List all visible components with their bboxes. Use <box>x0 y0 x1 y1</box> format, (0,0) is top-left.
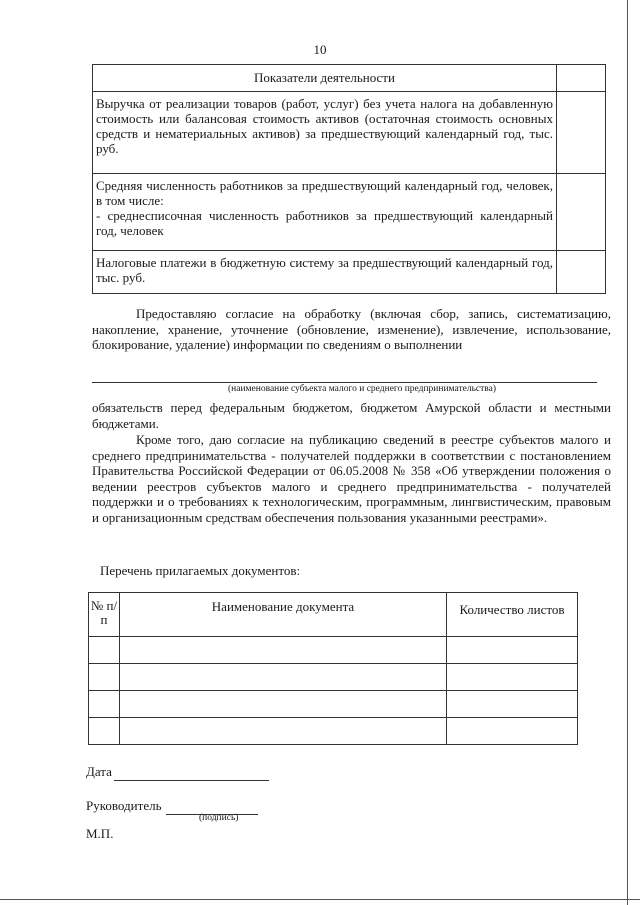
indicator-revenue-value[interactable] <box>557 92 606 174</box>
date-row <box>86 764 386 781</box>
date-label: Дата <box>86 764 112 779</box>
indicator-employees-sub-label: - среднесписочная численность работников за предшествующий календарный год, человек <box>96 208 553 238</box>
documents-header-count: Количество листов <box>447 593 578 637</box>
documents-row <box>89 637 578 664</box>
indicator-taxes-label: Налоговые платежи в бюджетную систему за предшествующий календарный год, тыс. руб. <box>93 251 557 294</box>
indicator-revenue-label: Выручка от реализации товаров (работ, услуг) без учета налога на добавленную стоимость или балансовая стоимость активов (остаточная стоимость основных средств и нематериальных активов) за предшествующий календарный год, тыс. руб. <box>93 92 557 174</box>
indicators-header-value-cell <box>557 65 606 92</box>
documents-list-title: Перечень прилагаемых документов: <box>100 563 301 578</box>
page-number: 10 <box>313 42 327 57</box>
indicators-header: Показатели деятельности <box>93 65 557 92</box>
documents-header-number: № п/п <box>89 593 120 637</box>
documents-row-number[interactable] <box>89 637 120 664</box>
subject-name-caption: (наименование субъекта малого и среднего предпринимательства) <box>228 384 497 394</box>
documents-row-number[interactable] <box>89 718 120 745</box>
documents-row-name[interactable] <box>120 664 447 691</box>
documents-header-row <box>89 593 578 637</box>
indicator-employees-label: Средняя численность работников за предшествующий календарный год, человек, в том числе: <box>96 178 553 208</box>
indicator-taxes-value[interactable] <box>557 251 606 294</box>
documents-row-count[interactable] <box>447 664 578 691</box>
documents-row <box>89 664 578 691</box>
consent-paragraph-end: обязательств перед федеральным бюджетом, бюджетом Амурской области и местными бюджетами. <box>92 400 611 431</box>
indicator-employees-value[interactable] <box>557 174 606 251</box>
documents-row-name[interactable] <box>120 637 447 664</box>
indicator-row-revenue <box>93 92 606 174</box>
signature-caption: (подпись) <box>199 813 239 823</box>
documents-row <box>89 691 578 718</box>
subject-name-line[interactable] <box>92 382 597 383</box>
documents-row-count[interactable] <box>447 718 578 745</box>
indicator-row-taxes <box>93 251 606 294</box>
scan-border-bottom <box>0 899 640 900</box>
stamp-label: М.П. <box>86 826 114 841</box>
documents-row-count[interactable] <box>447 691 578 718</box>
documents-row-number[interactable] <box>89 664 120 691</box>
date-field[interactable] <box>114 764 269 781</box>
documents-row-name[interactable] <box>120 691 447 718</box>
documents-row <box>89 718 578 745</box>
documents-row-count[interactable] <box>447 637 578 664</box>
documents-row-number[interactable] <box>89 691 120 718</box>
documents-table <box>88 592 578 745</box>
documents-row-name[interactable] <box>120 718 447 745</box>
publication-consent-paragraph: Кроме того, даю согласие на публикацию сведений в реестре субъектов малого и среднего предпринимательства - получателей поддержки в соответствии с постановлением Правительства Российской Федерации от 06.05.2008 № 358 «Об утверждении положения о ведении реестров субъектов малого и среднего предпринимательства - получателей поддержки и о требованиях к технологическим, программным, лингвистическим, правовым и организационным средствам обеспечения пользования указанными реестрами». <box>92 432 611 525</box>
documents-header-name: Наименование документа <box>120 593 447 637</box>
indicators-header-row <box>93 65 606 92</box>
consent-paragraph: Предоставляю согласие на обработку (включая сбор, запись, систематизацию, накопление, хранение, уточнение (обновление, изменение), извлечение, использование, блокирование, удаление) информации по сведениям о выполнении <box>92 306 611 353</box>
head-label: Руководитель <box>86 798 162 813</box>
indicator-employees-cell <box>93 174 557 251</box>
scan-border-right <box>627 0 628 905</box>
indicators-table <box>92 64 606 294</box>
indicator-row-employees <box>93 174 606 251</box>
